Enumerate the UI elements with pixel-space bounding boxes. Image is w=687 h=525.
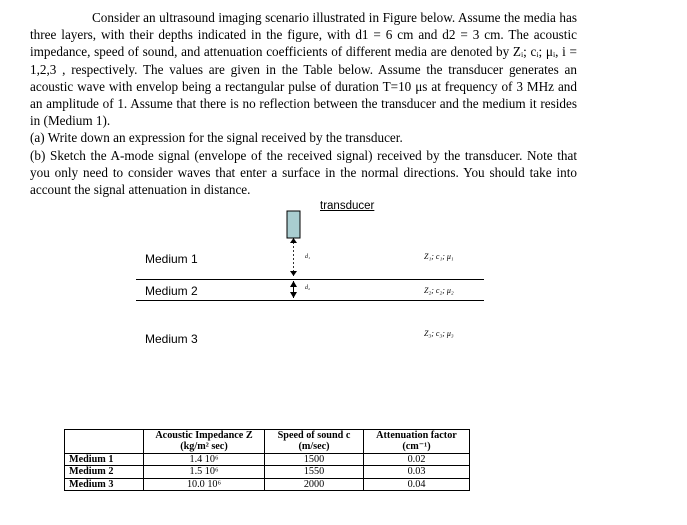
impedance-value: 1.5 10⁶ [144,466,265,478]
problem-paragraph: Consider an ultrasound imaging scenario illustrated in Figure below. Assume the media has three layers, with their depths indicated in the figure, with d1 = 6 cm and d2 = 3 cm. The acoustic impedance, speed of sound, and attenuation coefficients of different media are denoted by Zᵢ; cᵢ; μᵢ, i = 1,2,3 , respectively. The values are given in the Table below. Assume the transducer generates an acoustic wave with envelop being a rectangular pulse of duration T=10 μs at frequency of 3 MHz and an amplitude of 1. Assume that there is no reflection between the transducer and the medium it resides in (Medium 1). [30,10,577,129]
transducer-label: transducer [320,200,375,212]
medium1-params: Z₁; c₁; μ₁ [424,252,454,261]
impedance-value: 10.0 10⁶ [144,478,265,490]
attenuation-value: 0.03 [364,466,470,478]
table-header-cell [65,430,144,454]
row-medium-name: Medium 1 [65,453,144,465]
d1-arrow-up [290,238,297,243]
table-header-cell: Acoustic Impedance Z (kg/m² sec) [144,430,265,454]
speed-value: 2000 [265,478,364,490]
table-header-cell: Speed of sound c (m/sec) [265,430,364,454]
d2-label: d₂ [305,285,311,291]
d2-arrow-up [290,281,297,287]
table-row [65,478,470,490]
table-header-row [65,430,470,454]
medium2-label: Medium 2 [145,284,198,298]
medium3-label: Medium 3 [145,332,198,346]
d1-label: d₁ [305,254,311,260]
table-row [65,466,470,478]
attenuation-value: 0.04 [364,478,470,490]
impedance-value: 1.4 10⁶ [144,453,265,465]
row-medium-name: Medium 2 [65,466,144,478]
attenuation-value: 0.02 [364,453,470,465]
table-row [65,453,470,465]
medium2-params: Z₂; c₂; μ₂ [424,286,454,295]
transducer-icon [287,211,300,238]
d1-arrow-down [290,271,297,276]
part-b: (b) Sketch the A-mode signal (envelope of the received signal) received by the transducer. Note that you only need to consider waves that enter a surface in the normal directions. You should take into account the signal attenuation in distance. [30,147,577,198]
media-properties-table [64,429,470,491]
table-header-cell: Attenuation factor (cm⁻¹) [364,430,470,454]
d2-arrow-down [290,292,297,298]
row-medium-name: Medium 3 [65,478,144,490]
speed-value: 1500 [265,453,364,465]
medium1-label: Medium 1 [145,252,198,266]
part-a: (a) Write down an expression for the signal received by the transducer. [30,130,403,146]
speed-value: 1550 [265,466,364,478]
medium3-params: Z₃; c₃; μ₃ [424,329,454,338]
